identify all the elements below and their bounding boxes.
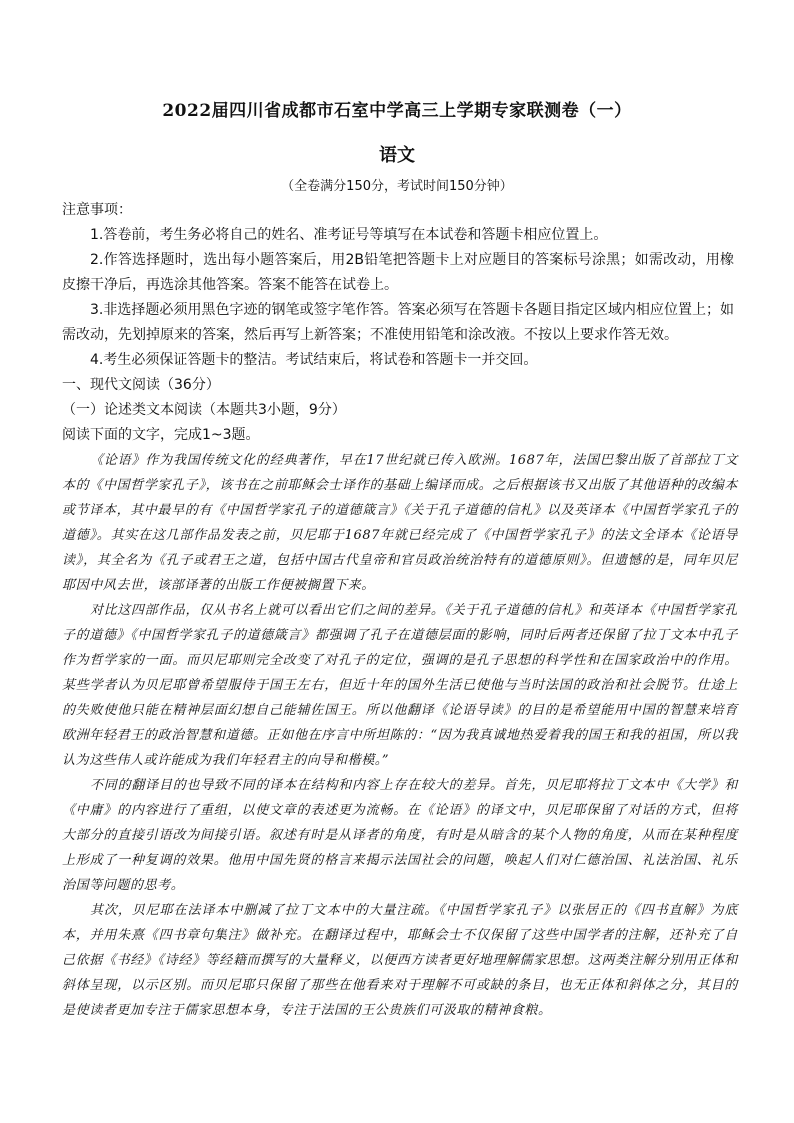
reading-passage [62, 448, 738, 1023]
passage-paragraph: 不同的翻译目的也导致不同的译本在结构和内容上存在较大的差异。首先，贝尼耶将拉丁文本中《大学》和《中庸》的内容进行了重组，以使文章的表述更为流畅。在《论语》的译文中，贝尼耶保留了对话的方式，但将大部分的直接引语改为间接引语。叙述有时是从译者的角度，有时是从暗含的某个人物的角度，从而在某种程度上形成了一种复调的效果。他用中国先贤的格言来揭示法国社会的问题，唤起人们对仁德治国、礼法治国、礼乐治国等问题的思考。 [62, 778, 738, 893]
section-part1: 一、现代文阅读（36分） [62, 377, 220, 393]
passage-paragraph: 对比这四部作品，仅从书名上就可以看出它们之间的差异。《关于孔子道德的信札》和英译本《中国哲学家孔子的道德》《中国哲学家孔子的道德箴言》都强调了孔子在道德层面的影响，同时后两者还保留了拉丁文本中孔子作为哲学家的一面。而贝尼耶则完全改变了对孔子的定位，强调的是孔子思想的科学性和在国家政治中的作用。某些学者认为贝尼耶曾希望服侍于国王左右，但近十年的国外生活已使他与当时法国的政治和社会脱节。仕途上的失败使他只能在精神层面幻想自己能辅佐国王。所以他翻译《论语导读》的目的是希望能用中国的智慧来培育欧洲年轻君王的政治智慧和道德。正如他在序言中所坦陈的：“因为我真诚地热爱着我的国王和我的祖国，所以我认为这些伟人或许能成为我们年轻君主的向导和楷模。” [62, 603, 738, 768]
reading-instruction: 阅读下面的文字，完成1~3题。 [62, 427, 260, 443]
passage-paragraph: 《论语》作为我国传统文化的经典著作，早在17世纪就已传入欧洲。1687年，法国巴黎出版了首部拉丁文本的《中国哲学家孔子》，该书在之前耶稣会士译作的基础上编译而成。之后根据该书又出版了其他语种的改编本或节译本，其中最早的有《中国哲学家孔子的道德箴言》《关于孔子道德的信札》以及英译本《中国哲学家孔子的道德》。其实在这几部作品发表之前，贝尼耶于1687年就已经完成了《中国哲学家孔子》的法文全译本《论语导读》，其全名为《孔子或君王之道，包括中国古代皇帝和官员政治统治特有的道德原则》。但遗憾的是，同年贝尼耶因中风去世，该部译著的出版工作便被搁置下来。 [62, 453, 738, 593]
exam-title: 2022届四川省成都市石室中学高三上学期专家联测卷（一） [162, 101, 632, 121]
note-item-4: 4.考生必须保证答题卡的整洁。考试结束后，将试卷和答题卡一并交回。 [90, 352, 538, 368]
score-info: （全卷满分150分，考试时间150分钟） [281, 179, 513, 194]
note-item-3: 3.非选择题必须用黑色字迹的钢笔或签字笔作答。答案必须写在答题卡各题目指定区域内相应位置上；如需改动，先划掉原来的答案，然后再写上新答案；不准使用铅笔和涂改液。不按以上要求作答无效。 [62, 302, 734, 343]
notes-heading: 注意事项： [62, 202, 132, 218]
section-part1-1: （一）论述类文本阅读（本题共3小题，9分） [62, 402, 346, 418]
notes-section [62, 198, 734, 448]
note-item-2: 2.作答选择题时，选出每小题答案后，用2B铅笔把答题卡上对应题目的答案标号涂黑；如需改动，用橡皮擦干净后，再选涂其他答案。答案不能答在试卷上。 [62, 252, 734, 293]
subject-heading: 语文 [379, 145, 415, 166]
note-item-1: 1.答卷前，考生务必将自己的姓名、准考证号等填写在本试卷和答题卡相应位置上。 [90, 227, 608, 243]
passage-paragraph: 其次，贝尼耶在法译本中删减了拉丁文本中的大量注疏。《中国哲学家孔子》以张居正的《四书直解》为底本，并用朱熹《四书章句集注》做补充。在翻译过程中，耶稣会士不仅保留了这些中国学者的注解，还补充了自己依据《书经》《诗经》等经籍而撰写的大量释义，以便西方读者更好地理解儒家思想。这两类注解分别用正体和斜体呈现，以示区别。而贝尼耶只保留了那些在他看来对于理解不可或缺的条目，也无正体和斜体之分，其目的是使读者更加专注于儒家思想本身，专注于法国的王公贵族们可汲取的精神食粮。 [62, 903, 738, 1018]
